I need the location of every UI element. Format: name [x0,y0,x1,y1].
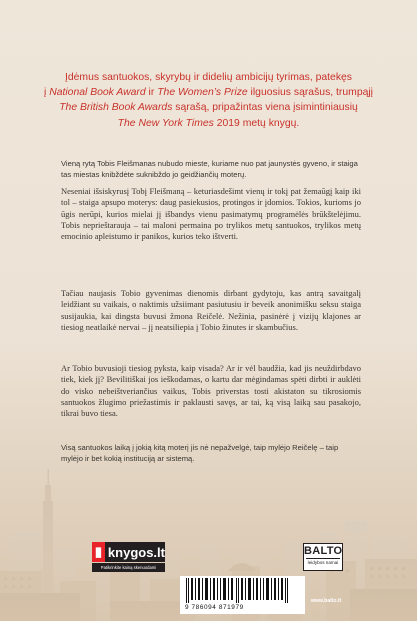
newspaper-nyt: The New York Times [117,117,214,129]
blurb-line-2a: į [43,87,50,99]
knygos-tagline: Patikrinkite kainą skenuodami [92,563,165,572]
description-paragraph-2: Tačiau naujasis Tobio gyvenimas dienomis dirbant gydytoju, kas antrą savaitgalį leidžiant su vaikais, o naktimis užsiimant pasiutusiu ir beveik anonimišku seksu staiga susijaukia, kai dingsta buvusi žmona Reičelė. Nežinia, pasinėrė į vizijų klajones ar tiesiog neatlaikė nervai – jį neatsiliepia į Tobio žinutes ir skambučius. [61,288,361,332]
publisher-website: www.balto.lt [310,598,342,604]
blurb-line-3b: sąrašą, pripažintas viena įsimintiniausių [172,102,358,114]
knygos-label: knygos.lt [107,544,165,560]
blurb-line-2c: ilguosius sąrašus, trumpąjį [247,87,373,99]
isbn-digits: 9 786094 871979 [185,603,305,612]
intro-paragraph: Vieną rytą Tobis Fleišmanas nubudo mieste, kuriame nuo pat jaunystės gyveno, ir staiga tas miestas knibždėte suknibždo jo geidžiančių moterų. [61,159,358,180]
publisher-name: BALTO [304,545,343,557]
blurb-line-4b: 2019 metų knygų. [213,117,300,129]
description-paragraph-1: Neseniai išsiskyrusį Tobį Fleišmaną – keturiasdešimt vienų ir tokį pat žemaūgį kaip iki tol – staiga apsupo moterys: daug pasiekusios, protingos ir įdomios. Tokios, kurioms jo ūgis nerūpi, kurios mielai jį išbandys vienu pasimatymų programėlės brūkštelėjimu. Tobis neprieštarauja – tai maloni permaina po trylikos metų santuokos, trylikos metų emocinio apleistumo ir panikos, kurios teko ištverti. [61,186,361,242]
blurb-line-1: Įdėmus santuokos, skyrybų ir didelių ambicijų tyrimas, patekęs [64,72,353,83]
description-paragraph-3: Ar Tobio buvusioji tiesiog pyksta, kaip visada? Ar ir vėl baudžia, kad jis neuždirbdavo tiek, kiek jį? Bevilitiškai jos ieškodamas, o kartu dar mėgindamas spėti dirbti ir auklėti do visko nebeištveriančius vaikus, Tobis priverstas tosti akistaton su tikrosiomis santuokos žlugimo priežastimis ir paklausti savęs, ar tai, ką visą laiką sau pasakojo, tikrai buvo tiesa. [61,363,361,419]
publisher-logo [303,543,343,571]
barcode-icon [180,576,305,603]
publisher-subtitle: leidybos namai [307,560,339,565]
knygos-mark-icon: ▮ [92,542,105,562]
award-blurb [40,70,377,131]
closing-paragraph: Visą santuokos laiką į jokią kitą moterį jis nė nepažvelgė, taip mylėjo Reičelę – taip mylėjo ir bet kokią instituciją ar sistemą. [61,443,339,464]
award-british-book: The British Book Awards [59,102,173,114]
award-national-book: National Book Award [49,87,146,99]
knygos-logo[interactable] [92,542,165,562]
award-womens-prize: The Women’s Prize [157,87,248,99]
blurb-line-2b: ir [145,87,158,99]
